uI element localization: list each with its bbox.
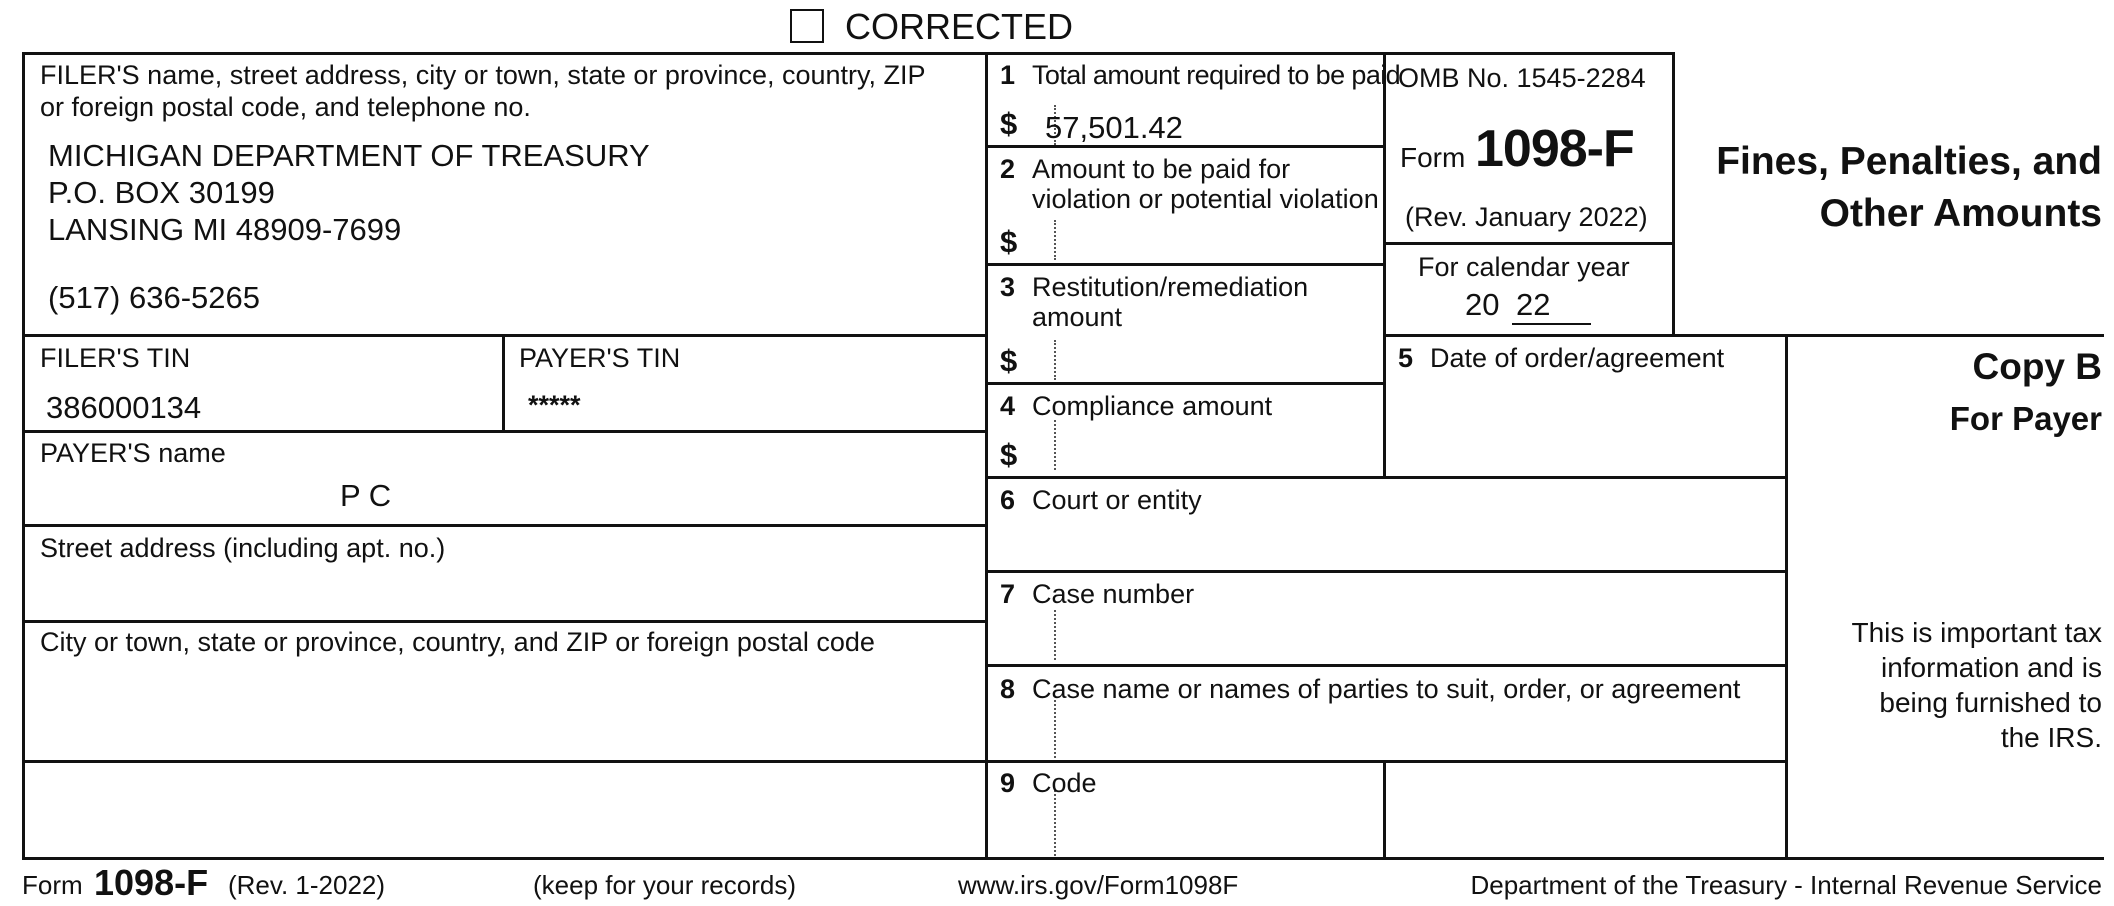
box8-number: 8 — [1000, 674, 1016, 704]
box3-label: Restitution/remediation — [1032, 272, 1309, 302]
box2-number: 2 — [1000, 154, 1016, 184]
filer-name: MICHIGAN DEPARTMENT OF TREASURY — [48, 138, 650, 173]
box6-number: 6 — [1000, 485, 1016, 515]
box2-label-line2: violation or potential violation — [1032, 184, 1379, 214]
copy-notice-4: the IRS. — [2000, 722, 2102, 753]
box7-bottom — [985, 664, 1787, 667]
box4-label: Compliance amount — [1032, 391, 1273, 421]
filer-address1: P.O. BOX 30199 — [48, 175, 275, 210]
city-label: City or town, state or province, country, and ZIP or foreign postal code — [40, 627, 875, 657]
payer-name-label: PAYER'S name — [40, 438, 226, 468]
copy-notice-3: being furnished to — [1879, 687, 2102, 718]
form-title-line2: Other Amounts — [1819, 192, 2102, 235]
omb-right-border — [1672, 52, 1675, 336]
box1-value: 57,501.42 — [1045, 110, 1183, 145]
box8-bottom — [985, 760, 1787, 763]
filer-address2: LANSING MI 48909-7699 — [48, 212, 402, 247]
copy-notice-2: information and is — [1880, 652, 2102, 683]
corrected-label: CORRECTED — [845, 6, 1074, 47]
box8-label: Case name or names of parties to suit, order, or agreement — [1032, 674, 1741, 704]
box9-number: 9 — [1000, 768, 1016, 798]
box2-bottom — [985, 263, 1385, 266]
box7-number: 7 — [1000, 579, 1016, 609]
filer-label: FILER'S name, street address, city or town, state or province, country, ZIP — [40, 60, 926, 90]
payer-name-bottom — [22, 524, 987, 527]
copy-label: Copy B — [1972, 346, 2102, 387]
footer-form-word: Form — [22, 870, 83, 900]
box3-bottom — [985, 382, 1385, 385]
payer-name-value: P C — [340, 478, 392, 513]
omb-number: OMB No. 1545-2284 — [1398, 63, 1646, 93]
box9-label: Code — [1032, 768, 1097, 798]
city-bottom — [22, 760, 987, 763]
box4-bottom — [985, 476, 1787, 479]
box2-cents-separator — [1054, 220, 1056, 260]
calendar-year-prefix: 20 — [1465, 287, 1500, 322]
calendar-year-label: For calendar year — [1418, 252, 1630, 282]
footer-revision: (Rev. 1-2022) — [228, 870, 386, 900]
box5-label: Date of order/agreement — [1430, 343, 1725, 373]
box3-cents-separator — [1054, 340, 1056, 380]
street-bottom — [22, 620, 987, 623]
footer-keep-note: (keep for your records) — [533, 870, 796, 900]
corrected-checkbox[interactable] — [790, 9, 824, 43]
form-left-border — [22, 52, 25, 860]
payer-tin-label: PAYER'S TIN — [519, 343, 681, 373]
box4-cents-separator — [1054, 420, 1056, 470]
box1-number: 1 — [1000, 60, 1016, 90]
box6-bottom — [985, 570, 1787, 573]
box5-number: 5 — [1398, 343, 1414, 373]
divider-copy-column — [1785, 334, 1788, 860]
calendar-year-suffix: 22 — [1512, 287, 1591, 325]
form-bottom-border — [22, 857, 2104, 860]
box4-number: 4 — [1000, 391, 1016, 421]
omb-revision: (Rev. January 2022) — [1405, 202, 1648, 232]
box2-currency: $ — [1000, 224, 1018, 259]
box9-right — [1383, 760, 1386, 860]
box3-currency: $ — [1000, 343, 1018, 378]
box8-separator — [1054, 700, 1056, 758]
box3-label-line2: amount — [1032, 302, 1123, 332]
filer-tin-value: 386000134 — [46, 390, 202, 425]
filer-phone: (517) 636-5265 — [48, 280, 260, 315]
omb-form-word: Form — [1400, 142, 1466, 173]
box7-label: Case number — [1032, 579, 1195, 609]
tin-divider — [502, 334, 505, 432]
omb-calendar-divider — [1383, 242, 1673, 245]
copy-for: For Payer — [1949, 400, 2102, 437]
filer-label-line2: or foreign postal code, and telephone no. — [40, 92, 531, 122]
box1-currency: $ — [1000, 106, 1018, 141]
footer-url[interactable]: www.irs.gov/Form1098F — [958, 870, 1239, 900]
box6-label: Court or entity — [1032, 485, 1202, 515]
filer-tin-label: FILER'S TIN — [40, 343, 191, 373]
payer-tin-value: ***** — [528, 390, 581, 420]
omb-form-number: 1098-F — [1475, 120, 1634, 178]
footer-department: Department of the Treasury - Internal Revenue Service — [1470, 870, 2102, 900]
box1-label: Total amount required to be paid — [1032, 60, 1401, 90]
form-top-border — [22, 52, 1672, 55]
box9-separator — [1054, 790, 1056, 856]
street-label: Street address (including apt. no.) — [40, 533, 446, 563]
box7-separator — [1054, 610, 1056, 660]
form-title-line1: Fines, Penalties, and — [1716, 140, 2102, 183]
box3-number: 3 — [1000, 272, 1016, 302]
copy-notice-1: This is important tax — [1851, 617, 2102, 648]
divider-left-center — [985, 52, 988, 860]
line-under-omb — [1383, 334, 2104, 337]
box2-label: Amount to be paid for — [1032, 154, 1291, 184]
box4-currency: $ — [1000, 437, 1018, 472]
footer-form-number: 1098-F — [94, 862, 209, 903]
